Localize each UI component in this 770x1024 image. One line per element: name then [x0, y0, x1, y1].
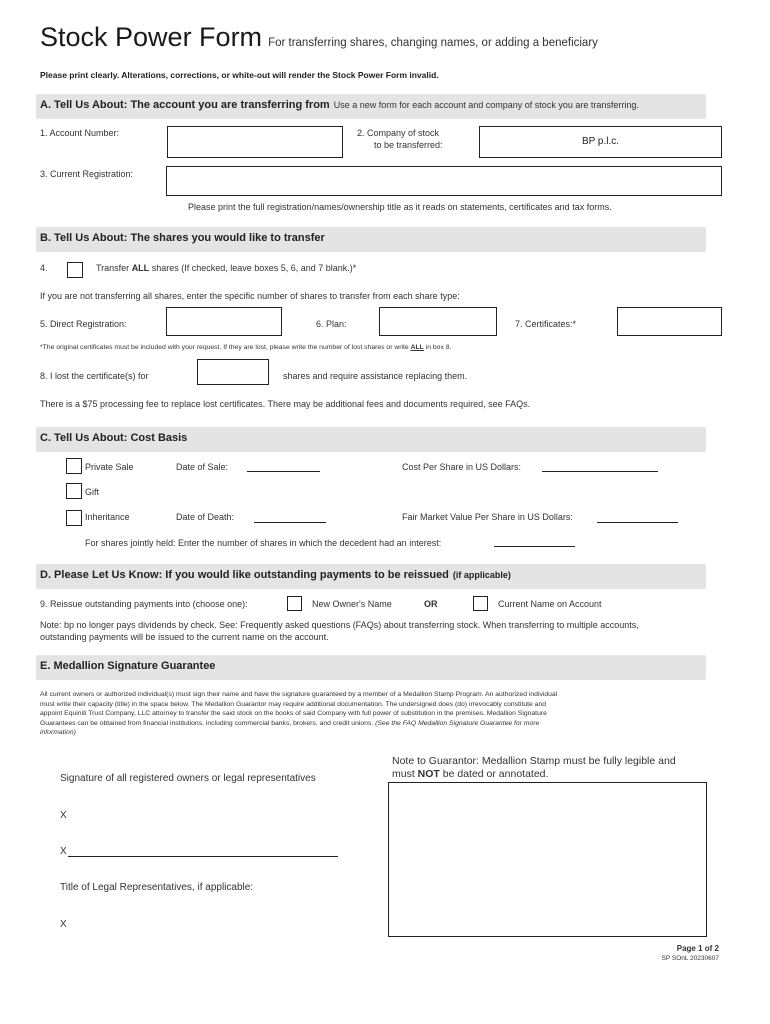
plan-label: 6. Plan:	[316, 319, 347, 329]
date-of-sale-label: Date of Sale:	[176, 462, 229, 472]
account-number-field[interactable]	[167, 126, 343, 158]
inheritance-checkbox[interactable]	[66, 510, 82, 526]
form-code: SP SOnL 20230607	[661, 955, 719, 962]
company-field[interactable]	[479, 126, 722, 158]
signature-x3: X	[60, 919, 67, 930]
section-d-title: D. Please Let Us Know: If you would like outstanding payments to be reissued	[40, 569, 449, 581]
section-a-title: A. Tell Us About: The account you are transferring from	[40, 99, 330, 111]
item4-number: 4.	[40, 263, 48, 273]
transfer-all-checkbox[interactable]	[67, 262, 83, 278]
partial-transfer-instruction: If you are not transferring all shares, enter the specific number of shares to transfer from each share type:	[40, 291, 460, 301]
title-field[interactable]	[60, 919, 340, 931]
date-of-death-label: Date of Death:	[176, 512, 235, 522]
private-sale-label: Private Sale	[85, 462, 134, 472]
certificates-note: *The original certificates must be included with your request. If they are lost, please write the number of lost shares or write ALL in box 8.	[40, 344, 452, 351]
registration-hint: Please print the full registration/names/ownership title as it reads on statements, certificates and tax forms.	[188, 202, 612, 212]
reissue-label: 9. Reissue outstanding payments into (choose one):	[40, 599, 248, 609]
new-owner-label: New Owner's Name	[312, 599, 392, 609]
signature-field-2[interactable]	[68, 856, 338, 857]
fmv-per-share-field[interactable]	[597, 522, 678, 523]
cost-per-share-field[interactable]	[542, 471, 658, 472]
signature-x1: X	[60, 810, 67, 821]
company-value: BP p.l.c.	[581, 136, 620, 147]
section-e-title: E. Medallion Signature Guarantee	[40, 660, 216, 672]
page-number: Page 1 of 2	[676, 944, 719, 953]
section-a-note: Use a new form for each account and company of stock you are transferring.	[333, 100, 639, 110]
lost-certificates-suffix: shares and require assistance replacing them.	[283, 371, 468, 381]
gift-label: Gift	[85, 487, 100, 497]
private-sale-checkbox[interactable]	[66, 458, 82, 474]
date-of-death-field[interactable]	[254, 522, 326, 523]
company-label-line1: 2. Company of stock	[357, 128, 440, 138]
current-name-label: Current Name on Account	[498, 599, 602, 609]
fmv-per-share-label: Fair Market Value Per Share in US Dollars:	[402, 512, 573, 522]
cost-per-share-label: Cost Per Share in US Dollars:	[402, 462, 522, 472]
section-d-header	[36, 564, 706, 589]
fee-note: There is a $75 processing fee to replace lost certificates. There may be additional fees and documents required, see FAQs.	[40, 399, 531, 409]
section-a-header	[36, 94, 706, 119]
date-of-sale-field[interactable]	[247, 471, 320, 472]
guarantor-note: Note to Guarantor: Medallion Stamp must be fully legible and must NOT be dated or annotated.	[392, 755, 676, 780]
medallion-paragraph: All current owners or authorized individual(s) must sign their name and have the signature guaranteed by a member of a Medallion Stamp Program. An authorized individual must write their capacity (title) in the space below. The Medallion Guarantor may require additional documentation. The undersigned does (do) irrevocably constitute and appoint Equiniti Trust Company, LLC attorney to transfer the said stock on the books of said Company with full power of substitution in the premises. Medallion Signature Guarantees can be obtained from financial institutions, including commercial banks, brokers, and credit unions. (See the FAQ Medallion Signature Guarantee for more information)	[40, 691, 558, 736]
reissue-note-line2: outstanding payments will be issued to the current name on the account.	[40, 632, 329, 642]
signature-field-1[interactable]	[60, 810, 340, 822]
registration-label: 3. Current Registration:	[40, 169, 134, 179]
form-subtitle: For transferring shares, changing names, or adding a beneficiary	[268, 37, 598, 49]
jointly-held-label: For shares jointly held: Enter the number of shares in which the decedent had an interest:	[85, 538, 442, 548]
gift-checkbox[interactable]	[66, 483, 82, 499]
transfer-all-label: Transfer ALL shares (If checked, leave boxes 5, 6, and 7 blank.)*	[96, 263, 357, 273]
lost-certificates-label: 8. I lost the certificate(s) for	[40, 371, 149, 381]
section-e-header	[36, 655, 706, 680]
direct-registration-field[interactable]	[166, 307, 282, 336]
certificates-field[interactable]	[617, 307, 722, 336]
section-c-header	[36, 427, 706, 452]
signature-label: Signature of all registered owners or legal representatives	[60, 773, 316, 784]
section-b-title: B. Tell Us About: The shares you would like to transfer	[40, 232, 325, 244]
title-of-representatives-label: Title of Legal Representatives, if applicable:	[60, 882, 254, 893]
plan-field[interactable]	[379, 307, 497, 336]
direct-registration-label: 5. Direct Registration:	[40, 319, 127, 329]
account-number-label: 1. Account Number:	[40, 128, 120, 138]
form-notice: Please print clearly. Alterations, corrections, or white-out will render the Stock Power Form invalid.	[40, 70, 439, 80]
company-label-line2: to be transferred:	[374, 140, 443, 150]
section-c-title: C. Tell Us About: Cost Basis	[40, 432, 188, 444]
medallion-stamp-box[interactable]	[388, 782, 707, 937]
section-d-title-note: (if applicable)	[452, 570, 511, 580]
signature-x2: X	[60, 846, 67, 857]
new-owner-checkbox[interactable]	[287, 596, 302, 611]
lost-certificates-field[interactable]	[197, 359, 269, 385]
current-name-checkbox[interactable]	[473, 596, 488, 611]
registration-field[interactable]	[166, 166, 722, 196]
section-b-header	[36, 227, 706, 252]
jointly-held-field[interactable]	[494, 546, 575, 547]
inheritance-label: Inheritance	[85, 512, 130, 522]
or-label: OR	[424, 599, 438, 609]
form-title: Stock Power Form For transferring shares, changing names, or adding a beneficiary	[40, 22, 598, 52]
certificates-label: 7. Certificates:*	[515, 319, 577, 329]
reissue-note-line1: Note: bp no longer pays dividends by check. See: Frequently asked questions (FAQs) about transferring stock. When transferring to multiple accounts,	[40, 620, 639, 630]
